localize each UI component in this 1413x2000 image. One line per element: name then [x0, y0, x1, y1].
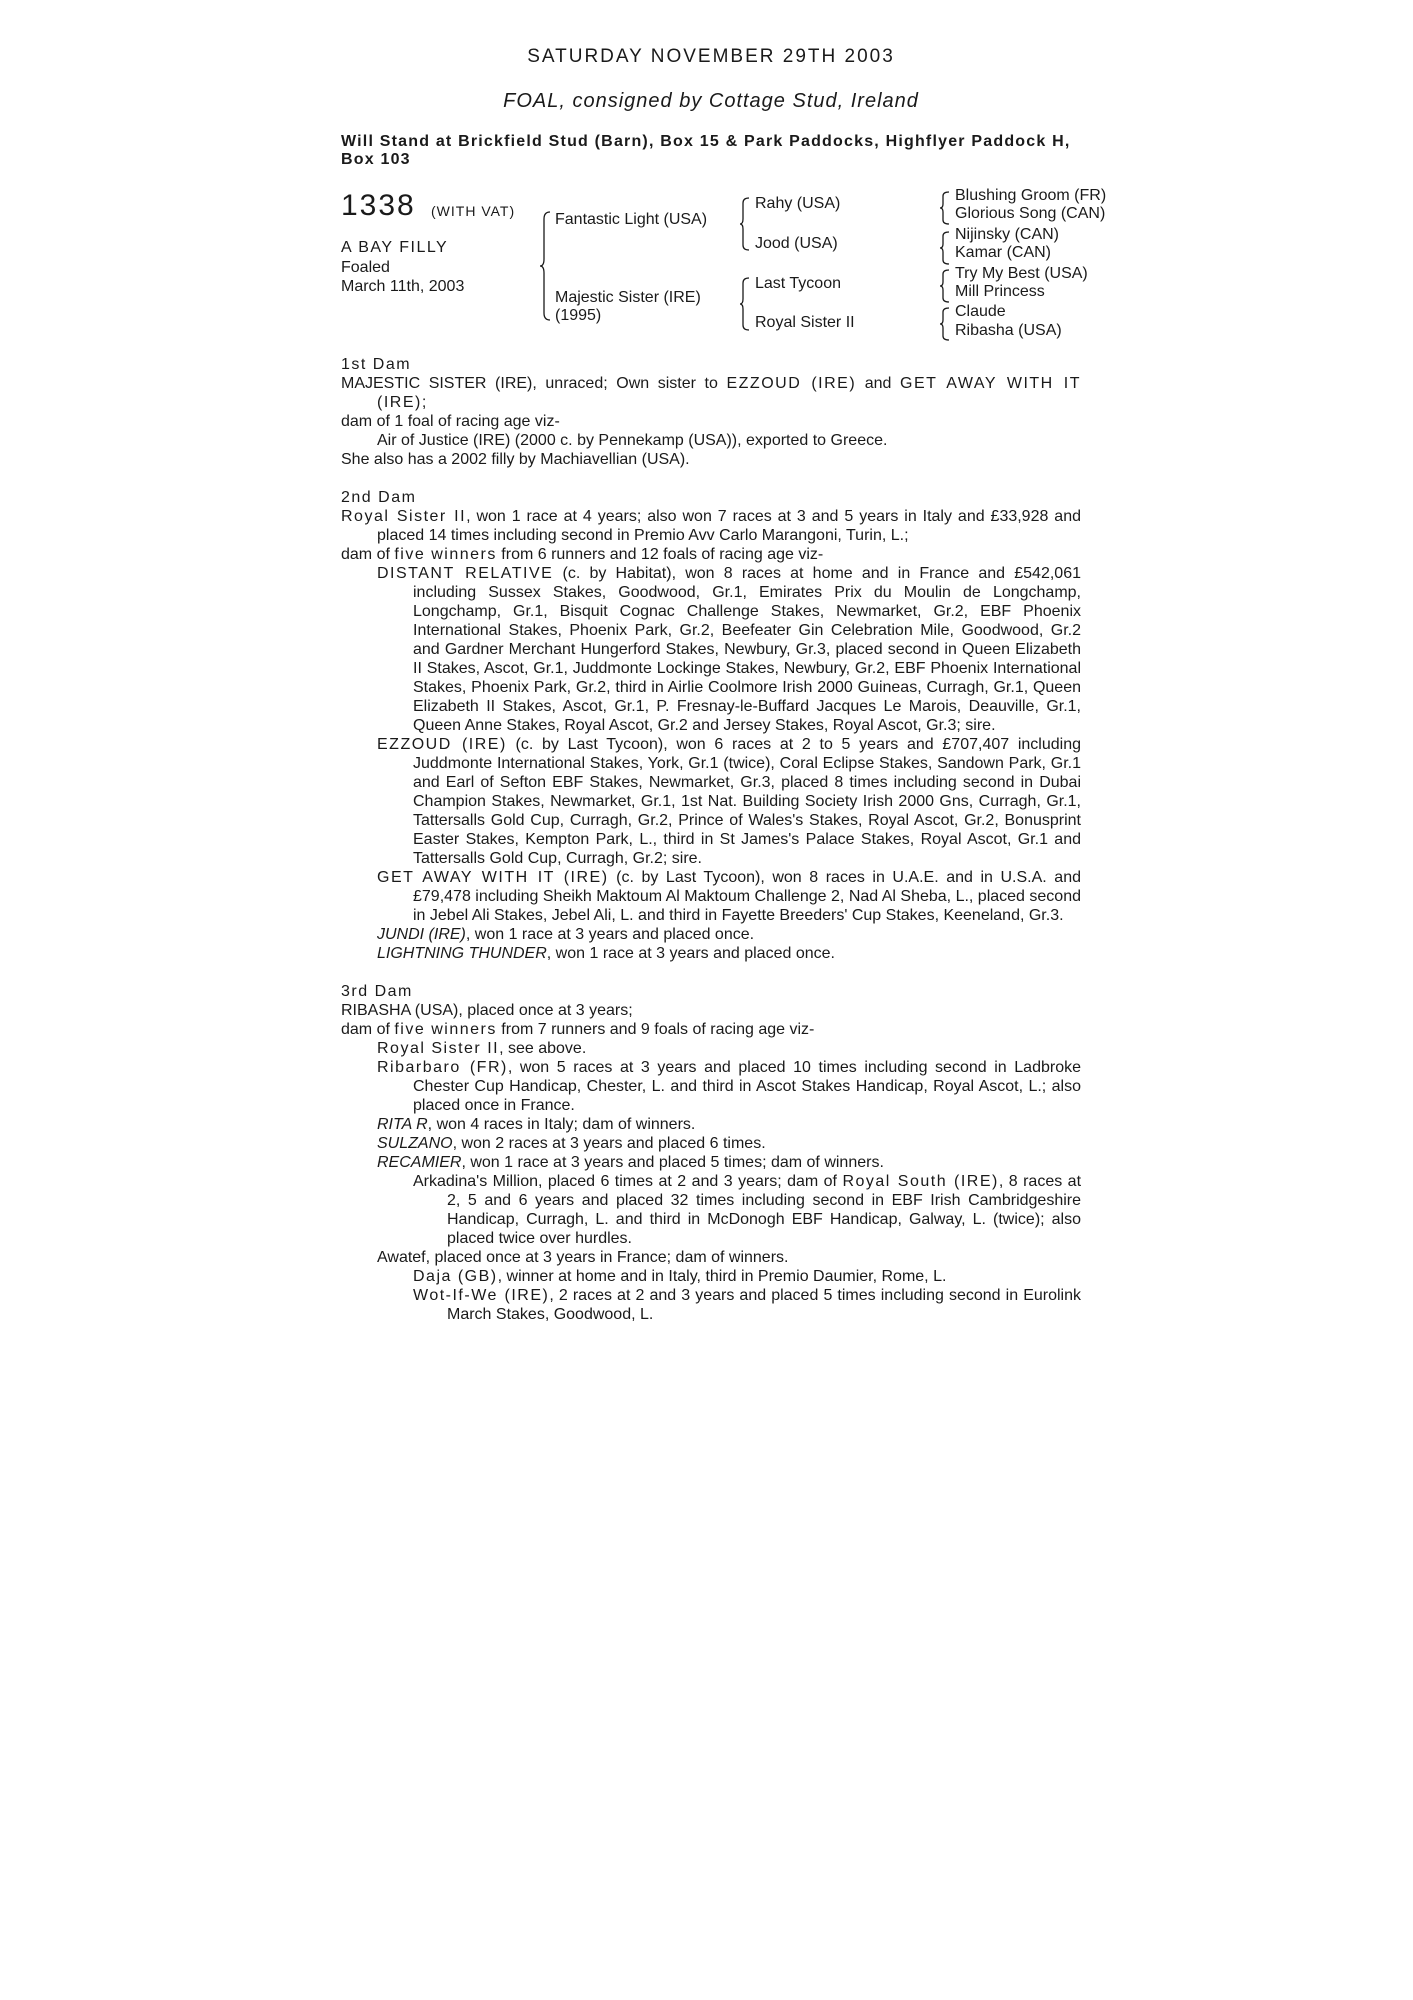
pedigree-brace-sire — [739, 197, 751, 251]
produce-ribarbaro — [341, 1058, 1081, 1115]
intro-text: dam of — [341, 1021, 395, 1038]
first-dam-section — [341, 355, 1081, 469]
first-dam-produce-1: Air of Justice (IRE) (2000 c. by Pennekamp (USA)), exported to Greece. — [377, 432, 888, 449]
dam-year: (1995) — [555, 307, 602, 324]
grandsire-1: Blushing Groom (FR) — [955, 187, 1107, 204]
granddam-6: Mill Princess — [955, 283, 1045, 300]
standing-location: Will Stand at Brickfield Stud (Barn), Box 15 & Park Paddocks, Highflyer Paddock H, Box 103 — [341, 133, 1071, 168]
horse-record: , won 1 race at 3 years and placed once. — [546, 945, 835, 962]
first-dam-text: MAJESTIC SISTER (IRE), unraced; Own sister to — [341, 375, 727, 392]
sire: Fantastic Light (USA) — [555, 211, 708, 228]
third-dam-line: RIBASHA (USA), placed once at 3 years; — [341, 1002, 633, 1019]
pedigree-block — [341, 187, 1107, 349]
second-dam-produce-intro — [341, 545, 1081, 564]
horse-name: Royal Sister II — [341, 508, 467, 525]
consignment-line: FOAL, consigned by Cottage Stud, Ireland — [503, 90, 919, 112]
horse-record: , won 2 races at 3 years and placed 6 times. — [452, 1135, 766, 1152]
horse-record: , see above. — [499, 1040, 587, 1057]
granddam-4: Kamar (CAN) — [955, 244, 1052, 261]
horse-record: , won 1 race at 3 years and placed once. — [465, 926, 755, 943]
first-dam-heading: 1st Dam — [341, 356, 412, 373]
pedigree-brace-dam — [739, 277, 751, 331]
sale-date: SATURDAY NOVEMBER 29TH 2003 — [527, 46, 895, 67]
produce-recamier — [341, 1153, 1081, 1172]
intro-text-2: from 6 runners and 12 foals of racing age viz- — [496, 546, 824, 563]
sibling-get-away: GET AWAY WITH IT (IRE) — [377, 375, 1082, 411]
vat-label: (WITH VAT) — [431, 203, 516, 219]
horse-name: GET AWAY WITH IT (IRE) — [377, 869, 609, 886]
horse-name: Daja (GB) — [413, 1268, 498, 1285]
intro-text: dam of — [341, 546, 395, 563]
produce-wot-if-we — [341, 1286, 1081, 1324]
horse-name: RITA R — [377, 1116, 428, 1133]
horse-record-2: , 8 races at 2, 5 and 6 years and placed 32 times including second in EBF Irish Cambridgeshire Handicap, Curragh, L. and third in McDonogh EBF Handicap, Galway, L. (twice); also placed twice over hurdles. — [447, 1173, 1082, 1247]
pedigree-brace-g1 — [939, 191, 951, 225]
second-dam-heading: 2nd Dam — [341, 489, 417, 506]
produce-daja — [341, 1267, 1081, 1286]
horse-record: , won 5 races at 3 years and placed 10 times including second in Ladbroke Chester Cup Handicap, Chester, L. and third in Ascot Stakes Handicap, Royal Ascot, L.; also placed once in France. — [413, 1059, 1081, 1114]
pedigree-brace-g7 — [939, 307, 951, 341]
produce-lightning-thunder — [341, 944, 1081, 963]
sibling-ezzoud: EZZOUD (IRE) — [726, 375, 857, 392]
horse-name: DISTANT RELATIVE — [377, 565, 554, 582]
horse-name: EZZOUD (IRE) — [377, 736, 507, 753]
sire-sire: Rahy (USA) — [755, 195, 841, 212]
horse-name: Royal South (IRE) — [842, 1173, 999, 1190]
horse-name: Royal Sister II — [377, 1040, 500, 1057]
horse-name: SULZANO — [377, 1135, 453, 1152]
produce-awatef: Awatef, placed once at 3 years in France; dam of winners. — [377, 1249, 789, 1266]
horse-name: JUNDI (IRE) — [377, 926, 466, 943]
winners-count: five winners — [394, 1021, 497, 1038]
produce-rita-r — [341, 1115, 1081, 1134]
produce-arkadinas-million — [341, 1172, 1081, 1248]
produce-royal-sister — [341, 1039, 1081, 1058]
produce-distant-relative — [341, 564, 1081, 735]
produce-jundi — [341, 925, 1081, 944]
grandsire-7: Claude — [955, 303, 1006, 320]
second-dam-section — [341, 488, 1081, 963]
lot-number: 1338 — [341, 189, 416, 222]
horse-record: , 2 races at 2 and 3 years and placed 5 times including second in Eurolink March Stakes, Goodwood, L. — [447, 1287, 1081, 1323]
foaled-date: March 11th, 2003 — [341, 278, 465, 295]
horse-record: Arkadina's Million, placed 6 times at 2 and 3 years; dam of — [413, 1173, 843, 1190]
third-dam-produce-intro — [341, 1020, 1081, 1039]
horse-record: , won 4 races in Italy; dam of winners. — [427, 1116, 696, 1133]
horse-name: Ribarbaro (FR) — [377, 1059, 508, 1076]
produce-get-away-with-it — [341, 868, 1081, 925]
horse-record: , winner at home and in Italy, third in Premio Daumier, Rome, L. — [497, 1268, 947, 1285]
lot-description: A BAY FILLY — [341, 239, 449, 256]
winners-count: five winners — [394, 546, 497, 563]
conjunction: and — [856, 375, 901, 392]
grandsire-3: Nijinsky (CAN) — [955, 226, 1059, 243]
punctuation: ; — [421, 394, 427, 411]
first-dam-produce-2002: She also has a 2002 filly by Machiavellian (USA). — [341, 451, 690, 468]
first-dam-line — [341, 374, 1081, 412]
dam: Majestic Sister (IRE) — [555, 289, 701, 306]
produce-sulzano — [341, 1134, 1081, 1153]
horse-name: RECAMIER — [377, 1154, 462, 1171]
horse-record: (c. by Habitat), won 8 races at home and in France and £542,061 including Sussex Stakes, Goodwood, Gr.1, Emirates Prix du Moulin de Longchamp, Longchamp, Gr.1, Bisquit Cognac Challenge Stakes, Newmarket, Gr.2, EBF Phoenix International Stakes, Phoenix Park, Gr.2, Beefeater Gin Celebration Mile, Goodwood, Gr.2 and Gardner Merchant Hungerford Stakes, Newbury, Gr.3, placed second in Queen Elizabeth II Stakes, Ascot, Gr.1, Juddmonte Lockinge Stakes, Newbury, Gr.2, EBF Phoenix International Stakes, Phoenix Park, Gr.2, third in Airlie Coolmore Irish 2000 Guineas, Curragh, Gr.1, Queen Elizabeth II Stakes, Ascot, Gr.1, P. Fresnay-le-Buffard Jacques Le Marois, Deauville, Gr.1, Queen Anne Stakes, Royal Ascot, Gr.2 and Jersey Stakes, Royal Ascot, Gr.3; sire. — [413, 565, 1081, 734]
horse-name: Wot-If-We (IRE) — [413, 1287, 550, 1304]
sire-dam: Jood (USA) — [755, 235, 838, 252]
granddam-8: Ribasha (USA) — [955, 322, 1062, 339]
third-dam-heading: 3rd Dam — [341, 983, 413, 1000]
horse-record: (c. by Last Tycoon), won 8 races in U.A.E. and in U.S.A. and £79,478 including Sheikh Maktoum Al Maktoum Challenge 2, Nad Al Sheba, L., placed second in Jebel Ali Stakes, Jebel Ali, L. and third in Fayette Breeders' Cup Stakes, Keeneland, Gr.3. — [413, 869, 1081, 924]
horse-record: , won 1 race at 4 years; also won 7 races at 3 and 5 years in Italy and £33,928 and placed 14 times including second in Premio Avv Carlo Marangoni, Turin, L.; — [377, 508, 1081, 544]
pedigree-brace-g3 — [939, 231, 951, 265]
pedigree-brace-g5 — [939, 269, 951, 303]
pedigree-brace-main — [539, 211, 553, 321]
intro-text-2: from 7 runners and 9 foals of racing age viz- — [496, 1021, 815, 1038]
horse-name: LIGHTNING THUNDER — [377, 945, 547, 962]
dam-sire: Last Tycoon — [755, 275, 841, 292]
first-dam-produce-intro: dam of 1 foal of racing age viz- — [341, 413, 560, 430]
horse-record: (c. by Last Tycoon), won 6 races at 2 to 5 years and £707,407 including Juddmonte International Stakes, York, Gr.1 (twice), Coral Eclipse Stakes, Sandown Park, Gr.1 and Earl of Sefton EBF Stakes, Newmarket, Gr.3, placed 8 times including second in Dubai Champion Stakes, Newmarket, Gr.1, 1st Nat. Building Society Irish 2000 Gns, Curragh, Gr.1, Tattersalls Gold Cup, Curragh, Gr.2, Prince of Wales's Stakes, Royal Ascot, Gr.2, Bonusprint Easter Stakes, Kempton Park, L., third in St James's Palace Stakes, Royal Ascot, Gr.1 and Tattersalls Gold Cup, Curragh, Gr.2; sire. — [413, 736, 1082, 867]
granddam-2: Glorious Song (CAN) — [955, 205, 1106, 222]
second-dam-line — [341, 507, 1081, 545]
catalogue-page — [341, 40, 1107, 1324]
grandsire-5: Try My Best (USA) — [955, 265, 1088, 282]
foaled-label: Foaled — [341, 259, 390, 276]
third-dam-section — [341, 982, 1081, 1324]
horse-record: , won 1 race at 3 years and placed 5 times; dam of winners. — [461, 1154, 884, 1171]
produce-ezzoud — [341, 735, 1081, 868]
dam-dam: Royal Sister II — [755, 314, 855, 331]
